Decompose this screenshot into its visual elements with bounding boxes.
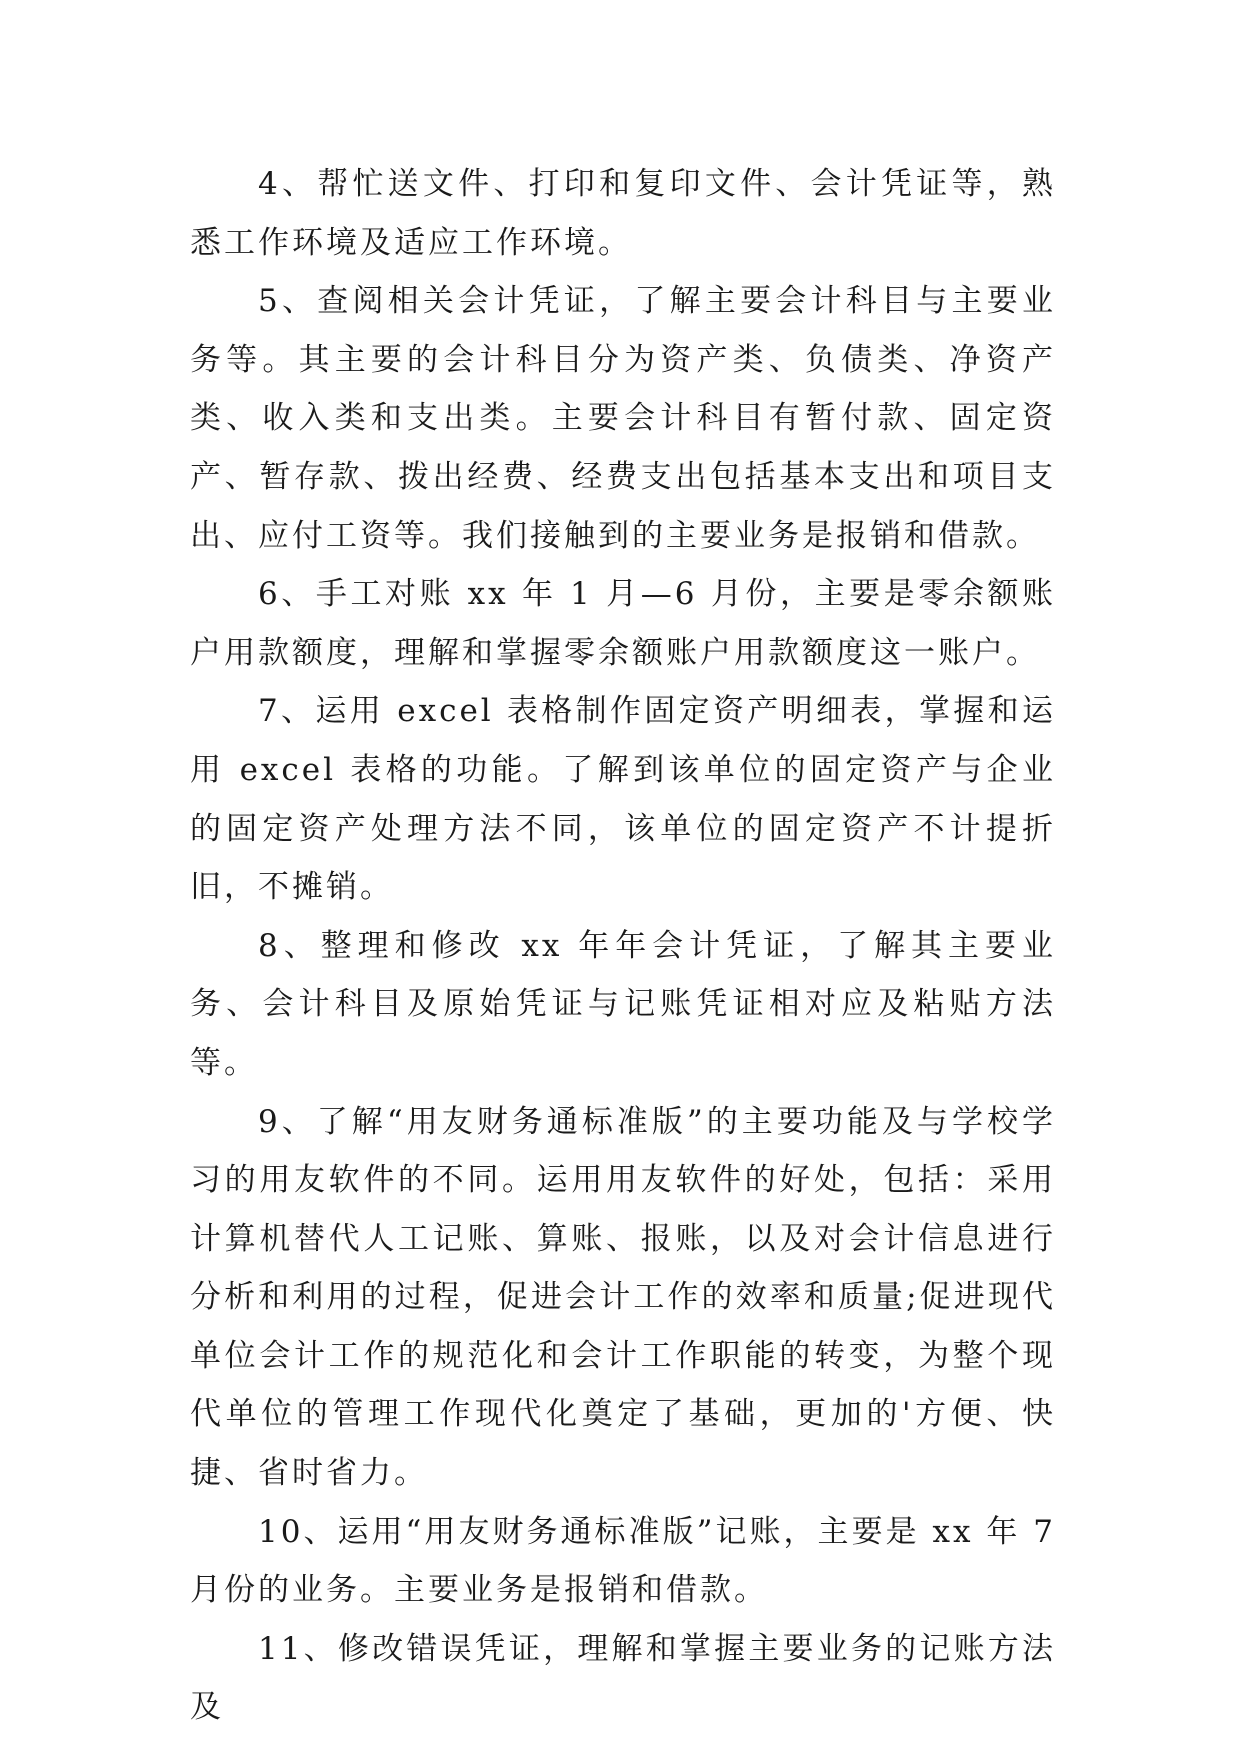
paragraph-item-9: 9、了解“用友财务通标准版”的主要功能及与学校学习的用友软件的不同。运用用友软件的好处，包括：采用计算机替代人工记账、算账、报账，以及对会计信息进行分析和利用的过程，促进会计工作的效率和质量;促进现代单位会计工作的规范化和会计工作职能的转变，为整个现代单位的管理工作现代化奠定了基础，更加的'方便、快捷、省时省力。 [190,1103,1056,1492]
paragraph-item-5: 5、查阅相关会计凭证，了解主要会计科目与主要业务等。其主要的会计科目分为资产类、负债类、净资产类、收入类和支出类。主要会计科目有暂付款、固定资产、暂存款、拨出经费、经费支出包括基本支出和项目支出、应付工资等。我们接触到的主要业务是报销和借款。 [190,283,1056,554]
paragraph-item-8: 8、整理和修改 xx 年年会计凭证，了解其主要业务、会计科目及原始凭证与记账凭证相对应及粘贴方法等。 [190,927,1056,1081]
paragraph-item-10: 10、运用“用友财务通标准版”记账，主要是 xx 年 7 月份的业务。主要业务是报销和借款。 [190,1513,1056,1609]
document-body [190,155,1056,1737]
paragraph-item-4: 4、帮忙送文件、打印和复印文件、会计凭证等，熟悉工作环境及适应工作环境。 [190,166,1056,261]
paragraph-item-11: 11、修改错误凭证，理解和掌握主要业务的记账方法及 [190,1630,1056,1726]
paragraph-item-7: 7、运用 excel 表格制作固定资产明细表，掌握和运用 excel 表格的功能。了解到该单位的固定资产与企业的固定资产处理方法不同，该单位的固定资产不计提折旧，不摊销。 [190,693,1056,906]
paragraph-item-6: 6、手工对账 xx 年 1 月—6 月份，主要是零余额账户用款额度，理解和掌握零余额账户用款额度这一账户。 [190,576,1056,671]
